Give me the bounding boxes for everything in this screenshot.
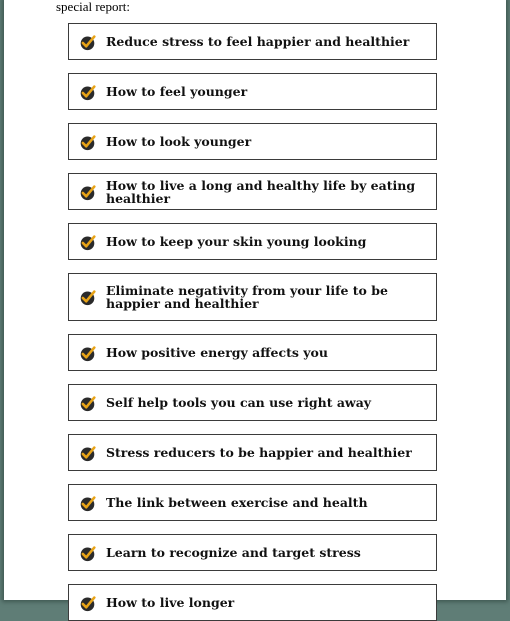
checkmark-icon [79, 595, 96, 612]
list-item-label: How positive energy affects you [106, 345, 328, 360]
list-item-label: Eliminate negativity from your life to be happier and healthier [106, 283, 388, 311]
checkmark-icon [79, 84, 96, 101]
list-item-label: The link between exercise and health [106, 495, 368, 510]
benefits-list [4, 0, 506, 610]
list-item-label: Stress reducers to be happier and healthier [106, 445, 412, 460]
list-item [68, 384, 437, 421]
list-item-label: How to live longer [106, 595, 235, 610]
report-page [4, 0, 506, 610]
checkmark-icon [79, 234, 96, 251]
checkmark-icon [79, 495, 96, 512]
checkmark-icon [79, 289, 96, 306]
checkmark-icon [79, 395, 96, 412]
list-item [68, 584, 437, 621]
checkmark-icon [79, 345, 96, 362]
checkmark-icon [79, 34, 96, 51]
list-item-label: How to feel younger [106, 84, 248, 99]
checkmark-icon [79, 134, 96, 151]
intro-text: special report: [56, 0, 130, 14]
list-item-label: Self help tools you can use right away [106, 395, 372, 410]
list-item-label: Learn to recognize and target stress [106, 545, 361, 560]
list-item [68, 23, 437, 60]
list-item [68, 434, 437, 471]
list-item [68, 534, 437, 571]
list-item [68, 223, 437, 260]
checkmark-icon [79, 545, 96, 562]
list-item-label: How to live a long and healthy life by eating healthier [106, 177, 416, 206]
list-item [68, 484, 437, 521]
checkmark-icon [79, 445, 96, 462]
checkmark-icon [79, 184, 96, 201]
list-item [68, 73, 437, 110]
list-item [68, 334, 437, 371]
list-item [68, 273, 437, 321]
list-item [68, 123, 437, 160]
list-item [68, 173, 437, 210]
list-item-label: How to look younger [106, 134, 252, 149]
list-item-label: How to keep your skin young looking [106, 234, 367, 249]
list-item-label: Reduce stress to feel happier and healthier [106, 34, 410, 49]
